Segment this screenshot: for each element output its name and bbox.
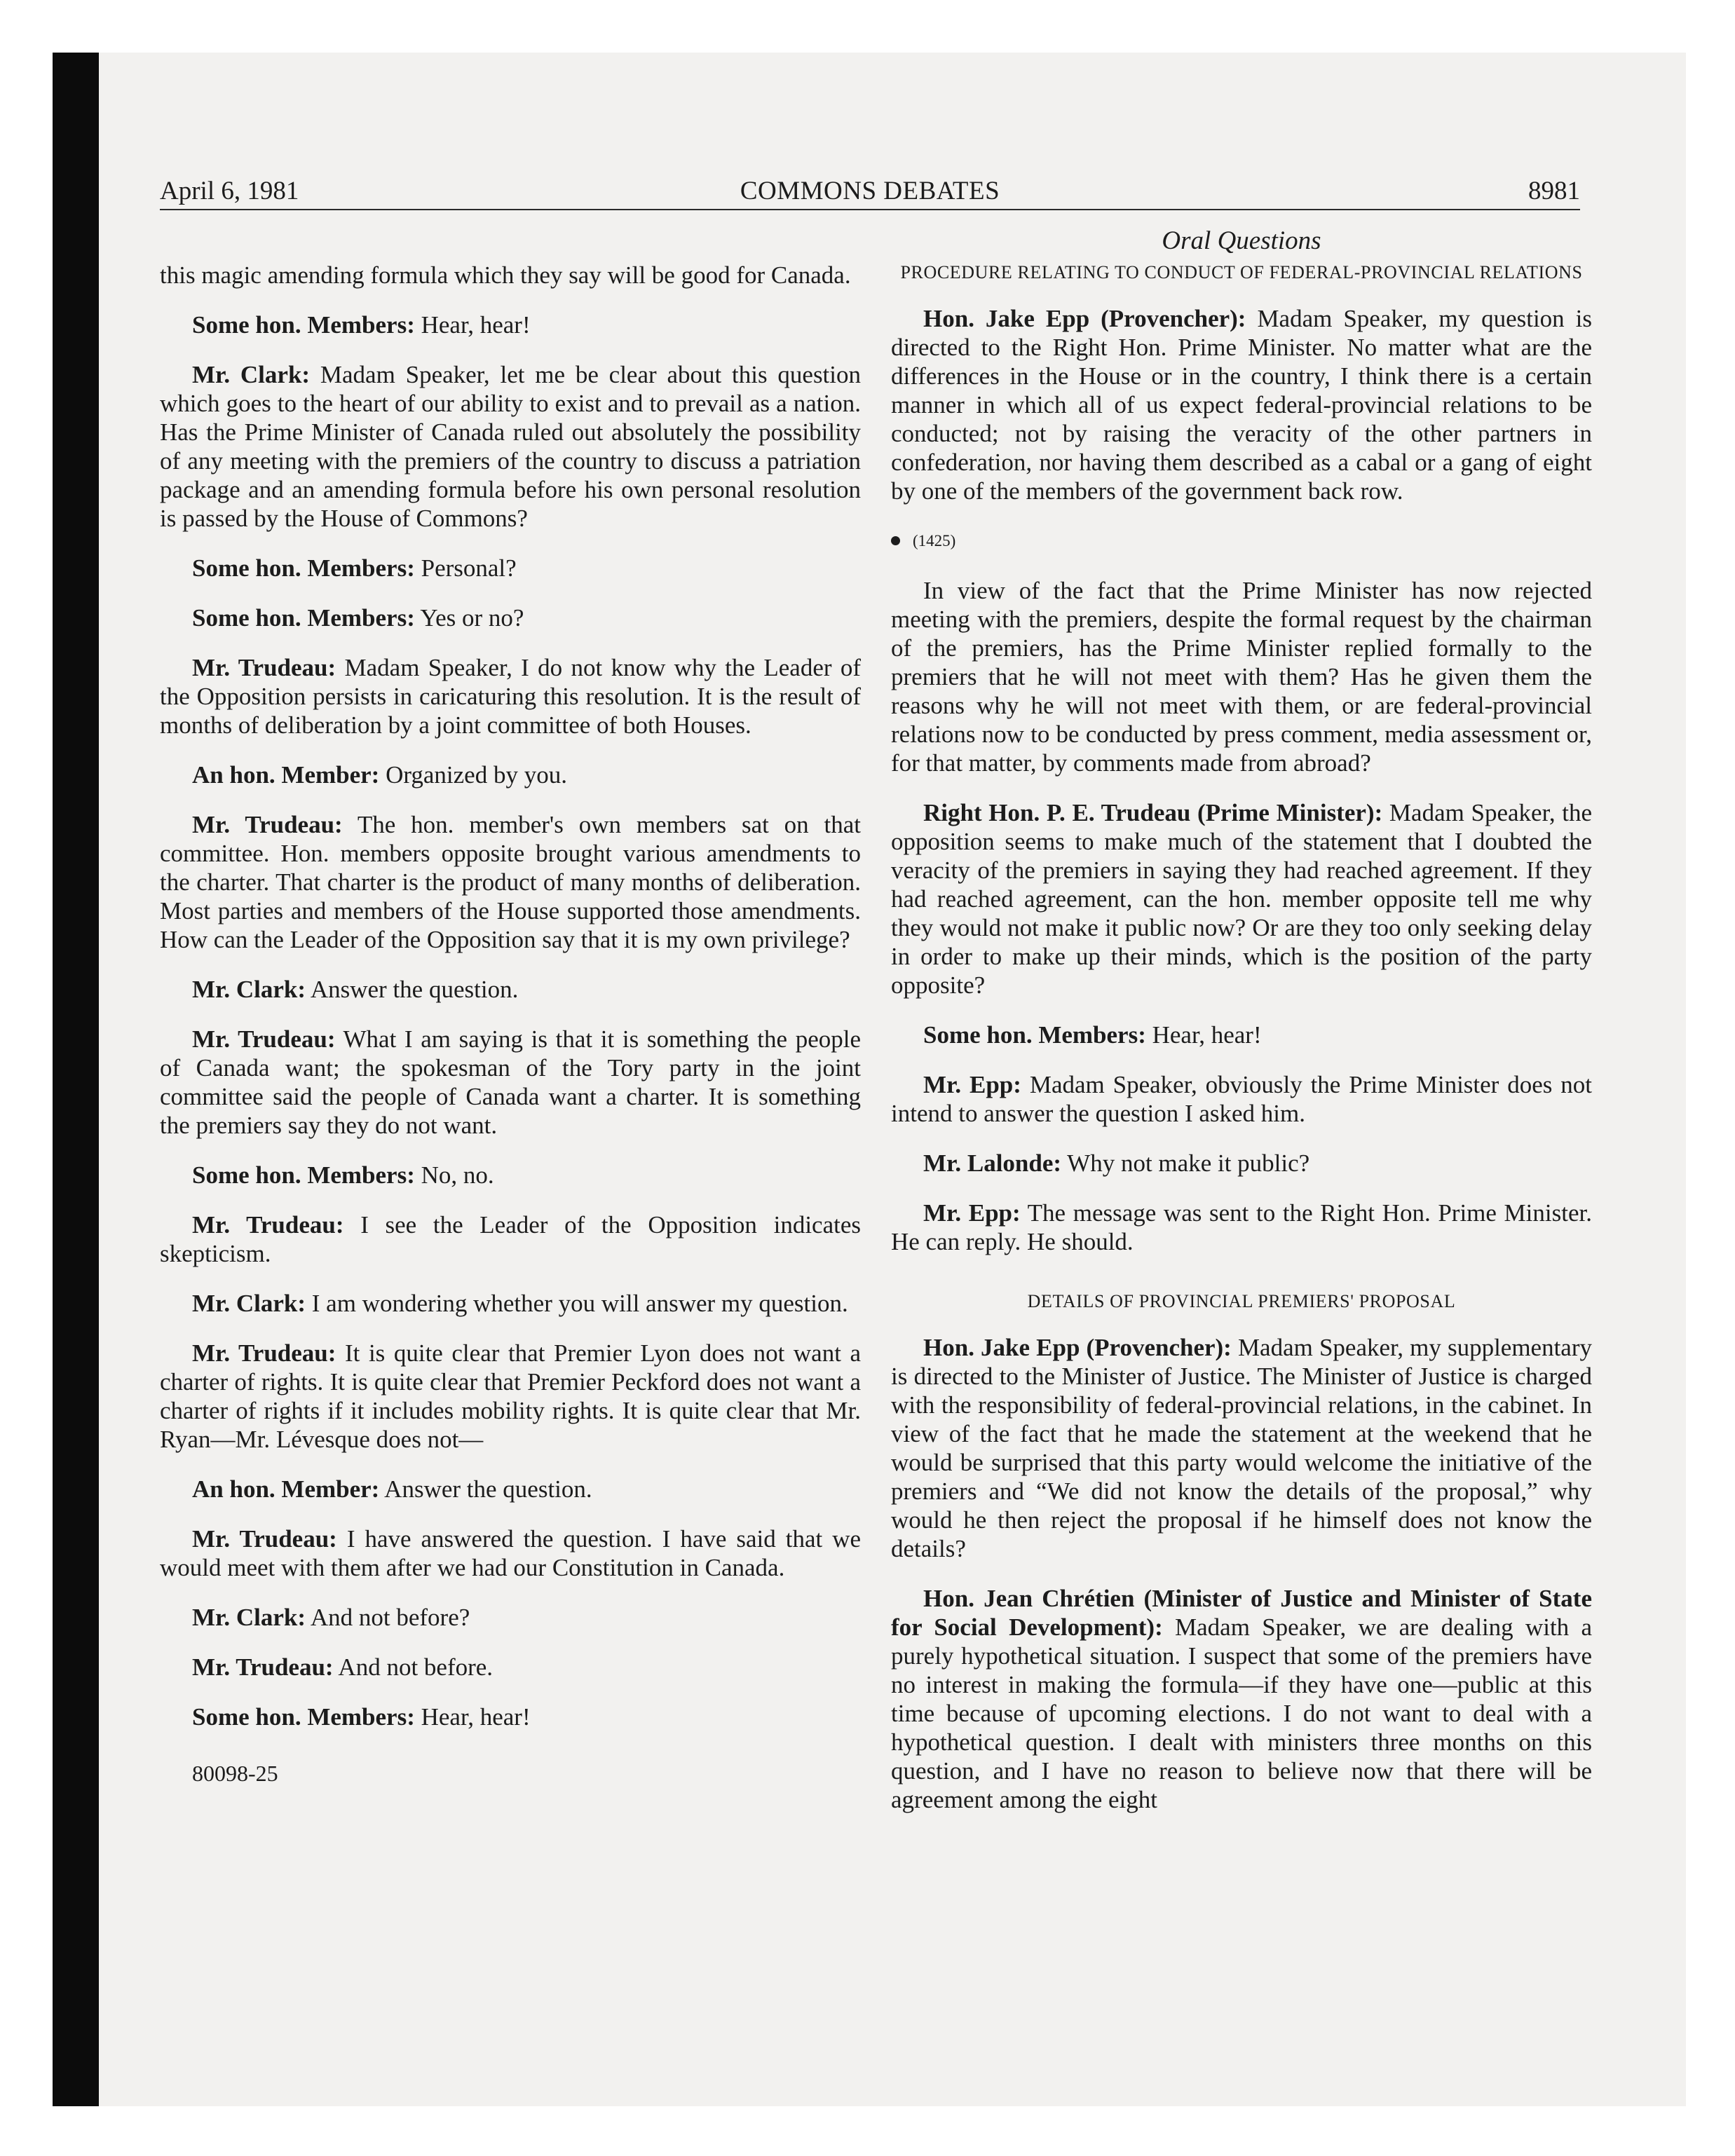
paragraph-text: Madam Speaker, the opposition seems to make much of the statement that I doubted the veracity of the premiers in saying they had reached agreement. If they had reached agreement, can the hon. member opposite tell me why they would not make it public now? Or are they too only seeking delay in order to make up their minds, which is the position of the party opposite? xyxy=(891,799,1593,999)
paragraph-text: The message was sent to the Right Hon. Prime Minister. He can reply. He should. xyxy=(891,1199,1592,1255)
paragraph-text: Answer the question. xyxy=(384,1475,592,1503)
paragraph xyxy=(160,975,861,1004)
speaker-name: Right Hon. P. E. Trudeau (Prime Minister): xyxy=(923,799,1383,826)
speaker-name: Mr. Trudeau: xyxy=(192,1339,336,1367)
speaker-name: Mr. Epp: xyxy=(923,1199,1021,1227)
paragraph xyxy=(160,1210,861,1268)
speaker-name: Mr. Trudeau: xyxy=(192,1653,334,1681)
right-column xyxy=(891,226,1592,1835)
paragraph-text: And not before? xyxy=(310,1604,470,1631)
page-header xyxy=(160,175,1580,210)
paragraph-text: Yes or no? xyxy=(420,604,524,632)
speaker-name: Some hon. Members: xyxy=(192,1161,415,1189)
paragraph-text: Madam Speaker, obviously the Prime Minister does not intend to answer the question I asked him. xyxy=(891,1071,1593,1127)
speaker-name: Mr. Clark: xyxy=(192,361,311,388)
paragraph xyxy=(891,798,1592,999)
paragraph-text: Hear, hear! xyxy=(1152,1021,1262,1049)
paragraph xyxy=(891,1070,1592,1128)
paragraph xyxy=(160,1289,861,1318)
speaker-name: Mr. Clark: xyxy=(192,1290,306,1317)
paragraph-text: Madam Speaker, let me be clear about this question which goes to the heart of our ability to exist and to prevail as a nation. Has the Prime Minister of Canada ruled out absolutely the possibility of any meeting with the premiers of the country to discuss a patriation package and an amending formula before his own personal resolution is passed by the House of Commons? xyxy=(160,361,862,532)
paragraph-text: In view of the fact that the Prime Minister has now rejected meeting with the premiers, despite the formal request by the chairman of the premiers, has the Prime Minister replied formally to the premiers that he will not meet with them? Has he given them the reasons why he will not meet with them, or are federal-provincial relations now to be conducted by press comment, media assessment or, for that matter, by comments made from abroad? xyxy=(891,577,1592,777)
paragraph xyxy=(160,603,861,632)
paragraph-text: The hon. member's own members sat on that committee. Hon. members opposite brought various amendments to the charter. That charter is the product of many months of deliberation. Most parties and members of the House supported those amendments. How can the Leader of the Opposition say that it is my own privilege? xyxy=(160,811,861,953)
timestamp xyxy=(891,526,1592,555)
paragraph-text: Organized by you. xyxy=(386,761,567,789)
paragraph xyxy=(160,1161,861,1189)
paragraph xyxy=(160,1703,861,1731)
paragraph-text: I see the Leader of the Opposition indicates skepticism. xyxy=(160,1211,862,1267)
speaker-name: Mr. Epp: xyxy=(923,1071,1021,1098)
speaker-name: Some hon. Members: xyxy=(192,554,415,582)
paragraph xyxy=(891,1021,1592,1049)
paragraph-text: I have answered the question. I have said that we would meet with them after we had our Constitution in Canada. xyxy=(160,1525,862,1581)
paragraph xyxy=(891,1584,1592,1814)
paragraph xyxy=(160,360,861,533)
speaker-name: Mr. Clark: xyxy=(192,976,306,1003)
section-header: DETAILS OF PROVINCIAL PREMIERS' PROPOSAL xyxy=(1027,1291,1456,1311)
speaker-name: Hon. Jean Chrétien (Minister of Justice and Minister of State for Social Development): xyxy=(891,1585,1592,1641)
paragraph-text: Hear, hear! xyxy=(421,1703,531,1731)
speaker-name: Some hon. Members: xyxy=(923,1021,1146,1049)
paragraph xyxy=(160,311,861,339)
paragraph xyxy=(160,1339,861,1454)
header-journal-title: COMMONS DEBATES xyxy=(740,177,1000,205)
paragraph xyxy=(160,1653,861,1681)
paragraph xyxy=(160,554,861,582)
header-page-number: 8981 xyxy=(1528,177,1580,205)
speaker-name: Some hon. Members: xyxy=(192,604,415,632)
paragraph xyxy=(160,1025,861,1140)
paragraph xyxy=(891,576,1592,777)
paragraph xyxy=(160,1475,861,1503)
paragraph xyxy=(891,304,1592,505)
paragraph-text: Why not make it public? xyxy=(1067,1149,1310,1177)
header-date: April 6, 1981 xyxy=(160,177,299,205)
paragraph xyxy=(891,1149,1592,1178)
paragraph xyxy=(160,261,861,289)
paragraph xyxy=(160,760,861,789)
paragraph-text: Madam Speaker, I do not know why the Leader of the Opposition persists in caricaturing this resolution. It is the result of months of deliberation by a joint committee of both Houses. xyxy=(160,654,862,739)
speaker-name: Mr. Trudeau: xyxy=(192,654,336,681)
paragraph xyxy=(891,1199,1592,1256)
speaker-name: Hon. Jake Epp (Provencher): xyxy=(923,1334,1232,1361)
paragraph-text: this magic amending formula which they say will be good for Canada. xyxy=(160,261,851,289)
paragraph-text: Madam Speaker, my supplementary is directed to the Minister of Justice. The Minister of Justice is charged with the responsibility of federal-provincial relations, in the cabinet. In view of the fact that he made the statement at the weekend that he would be surprised that this party would welcome the initiative of the premiers and “We did not know the details of the proposal,” why would he then reject the proposal if he himself does not know the details? xyxy=(891,1334,1592,1562)
section-header: PROCEDURE RELATING TO CONDUCT OF FEDERAL-PROVINCIAL RELATIONS xyxy=(900,262,1583,282)
speaker-name: An hon. Member: xyxy=(192,761,380,789)
paragraph-text: Answer the question. xyxy=(310,976,519,1003)
paragraph-text: It is quite clear that Premier Lyon does not want a charter of rights. It is quite clear that Premier Peckford does not want a charter of rights if it includes mobility rights. It is quite clear that Mr. Ryan—Mr. Lévesque does not— xyxy=(160,1339,862,1453)
paragraph-text: What I am saying is that it is something the people of Canada want; the spokesman of the Tory party in the joint committee said the people of Canada want a charter. It is something the premiers say they do not want. xyxy=(160,1025,861,1139)
speaker-name: An hon. Member: xyxy=(192,1475,380,1503)
running-title: Oral Questions xyxy=(1162,226,1321,255)
speaker-name: Mr. Lalonde: xyxy=(923,1149,1062,1177)
speaker-name: Hon. Jake Epp (Provencher): xyxy=(923,305,1246,332)
paragraph xyxy=(160,810,861,954)
paragraph-text: Madam Speaker, my question is directed to the Right Hon. Prime Minister. No matter what are the differences in the House or in the country, I think there is a certain manner in which all of us expect federal-provincial relations to be conducted; not by raising the veracity of the other partners in confederation, nor having them described as a cabal or a gang of eight by one of the members of the government back row. xyxy=(891,305,1592,505)
timestamp-text: (1425) xyxy=(913,532,956,550)
header-rule xyxy=(160,209,1580,210)
left-column xyxy=(160,261,861,1787)
paragraph-text: And not before. xyxy=(338,1653,494,1681)
paragraph-text: No, no. xyxy=(421,1161,494,1189)
paragraph xyxy=(160,1524,861,1582)
paragraph-text: Madam Speaker, we are dealing with a purely hypothetical situation. I suspect that some of the premiers have no interest in making the formula—if they have one—public at this time because of upcoming elections. I do not want to deal with a hypothetical question. I dealt with ministers three months on this question, and I have no reason to believe now that there will be agreement among the eight xyxy=(891,1613,1592,1813)
speaker-name: Some hon. Members: xyxy=(192,1703,415,1731)
binding-edge xyxy=(53,53,99,2106)
speaker-name: Mr. Trudeau: xyxy=(192,1525,337,1553)
speaker-name: Mr. Clark: xyxy=(192,1604,306,1631)
paragraph xyxy=(160,653,861,739)
paragraph xyxy=(891,1333,1592,1563)
speaker-name: Mr. Trudeau: xyxy=(192,1025,336,1053)
speaker-name: Some hon. Members: xyxy=(192,311,415,339)
speaker-name: Mr. Trudeau: xyxy=(192,811,343,838)
paragraph-text: Hear, hear! xyxy=(421,311,531,339)
bullet-icon xyxy=(891,536,900,545)
speaker-name: Mr. Trudeau: xyxy=(192,1211,344,1239)
printer-code: 80098-25 xyxy=(192,1761,278,1786)
paragraph-text: Personal? xyxy=(421,554,517,582)
paragraph-text: I am wondering whether you will answer my question. xyxy=(311,1290,848,1317)
paragraph xyxy=(160,1603,861,1632)
